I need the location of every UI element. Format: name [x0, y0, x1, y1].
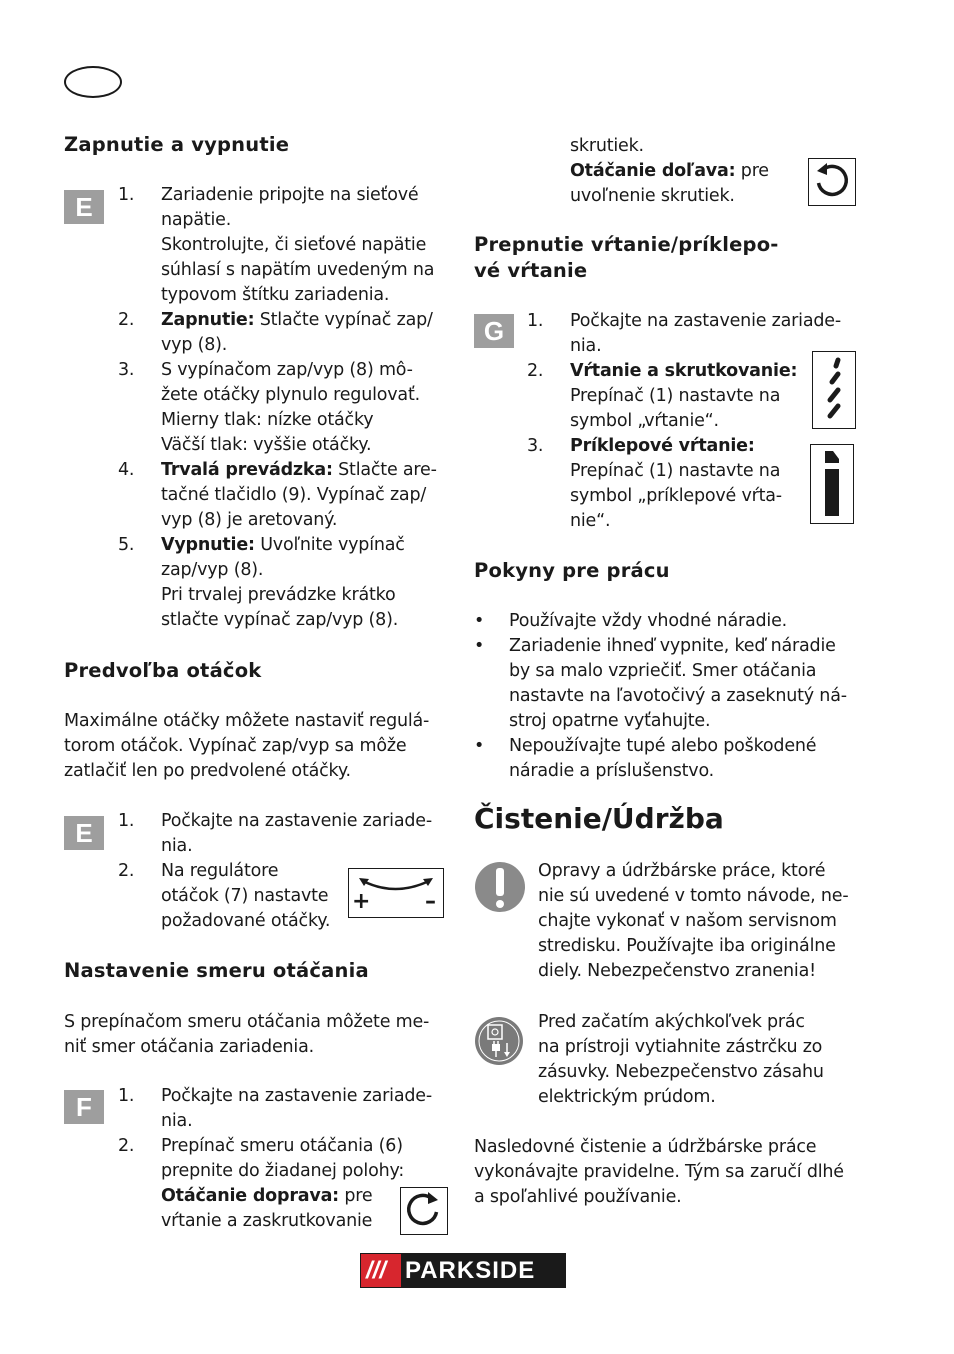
heading-work-instructions: Pokyny pre prácu — [474, 559, 670, 582]
rotate-clockwise-icon — [400, 1187, 448, 1235]
bullet-1: • Používajte vždy vhodné náradie. — [474, 611, 787, 631]
speed-regulator-icon: + – — [348, 868, 444, 918]
section-badge-g: G — [474, 314, 514, 348]
bullet-2: • Zariadenie ihneď vypnite, keď náradie by sa malo vzpriečiť. Smer otáčania nastavte na ľavotočivý a zaseknutý ná- stroj opatrne vyťahujte. — [474, 636, 847, 731]
maintenance-paragraph: Nasledovné čistenie a údržbárske práce vykonávajte pravidelne. Tým sa zaručí dlhé a spoľahlivé používanie. — [474, 1137, 844, 1207]
warning-exclamation-icon — [474, 860, 526, 914]
bullet-3: • Nepoužívajte tupé alebo poškodené náradie a príslušenstvo. — [474, 736, 817, 781]
drill-bit-icon — [812, 351, 856, 429]
step-1: 1. Zariadenie pripojte na sieťové napätie. Skontrolujte, či sieťové napätie súhlasí s napätím uvedeným na typovom štítku zariadenia. — [118, 185, 435, 305]
rotate-counterclockwise-icon — [808, 158, 856, 206]
drill-step-2: 2. Vŕtanie a skrutkovanie: Prepínač (1) nastavte na symbol „vŕtanie“. — [527, 361, 798, 431]
parkside-logo: /// PARKSIDE — [360, 1253, 566, 1288]
step-5: 5. Vypnutie: Uvoľnite vypínač zap/vyp (8). Pri trvalej prevádzke krátko stlačte vypínač zap/vyp (8). — [118, 535, 405, 630]
unplug-icon — [474, 1015, 524, 1067]
rotation-step-1: 1. Počkajte na zastavenie zariade- nia. — [118, 1086, 432, 1131]
warning-unplug-text: Pred začatím akýchkoľvek prác na prístroji vytiahnite zástrčku zo zásuvky. Nebezpečenstvo zásahu elektrickým prúdom. — [538, 1012, 824, 1107]
speed-step-1: 1. Počkajte na zastavenie zariade- nia. — [118, 811, 432, 856]
switch-steps — [118, 183, 458, 633]
step-2: 2. Zapnutie: Stlačte vypínač zap/ vyp (8). — [118, 310, 433, 355]
hammer-drill-icon — [810, 444, 854, 524]
drill-step-1: 1. Počkajte na zastavenie zariade- nia. — [527, 311, 841, 356]
speed-paragraph: Maximálne otáčky môžete nastaviť regulá- torom otáčok. Vypínač zap/vyp sa môže zatlačiť len po predvolené otáčky. — [64, 711, 430, 781]
language-badge — [64, 66, 122, 98]
section-badge-f: F — [64, 1090, 104, 1124]
drill-step-3: 3. Príklepové vŕtanie: Prepínač (1) nastavte na symbol „príklepové vŕta- nie“. — [527, 436, 782, 531]
speed-step-2: 2. Na regulátore otáčok (7) nastavte požadované otáčky. — [118, 861, 331, 931]
step-3: 3. S vypínačom zap/vyp (8) mô- žete otáčky plynulo regulovať. Mierny tlak: nízke otáčky Väčší tlak: vyššie otáčky. — [118, 360, 420, 455]
work-bullets — [474, 609, 864, 784]
rotation-left-text: skrutiek. Otáčanie doľava: pre uvoľnenie skrutiek. — [570, 136, 769, 206]
step-4: 4. Trvalá prevádzka: Stlačte are- tačné tlačidlo (9). Vypínač zap/ vyp (8) je aretovaný. — [118, 460, 437, 530]
rotation-step-2: 2. Prepínač smeru otáčania (6) prepnite do žiadanej polohy: Otáčanie doprava: pre vŕtanie a zaskrutkovanie — [118, 1136, 405, 1231]
heading-rotation-direction: Nastavenie smeru otáčania — [64, 959, 369, 982]
heading-switch-on-off: Zapnutie a vypnutie — [64, 133, 290, 156]
heading-drill-mode: Prepnutie vŕtanie/príklepo- vé vŕtanie — [474, 233, 779, 282]
rotation-paragraph: S prepínačom smeru otáčania môžete me- niť smer otáčania zariadenia. — [64, 1012, 430, 1057]
heading-cleaning-maintenance: Čistenie/Údržba — [474, 802, 724, 835]
section-badge-e: E — [64, 190, 104, 224]
section-badge-e2: E — [64, 816, 104, 850]
warning-repair-text: Opravy a údržbárske práce, ktoré nie sú uvedené v tomto návode, ne- chajte vykonať v našom servisnom stredisku. Používajte iba originálne diely. Nebezpečenstvo zranenia! — [538, 861, 849, 981]
heading-speed-preselect: Predvoľba otáčok — [64, 659, 262, 682]
